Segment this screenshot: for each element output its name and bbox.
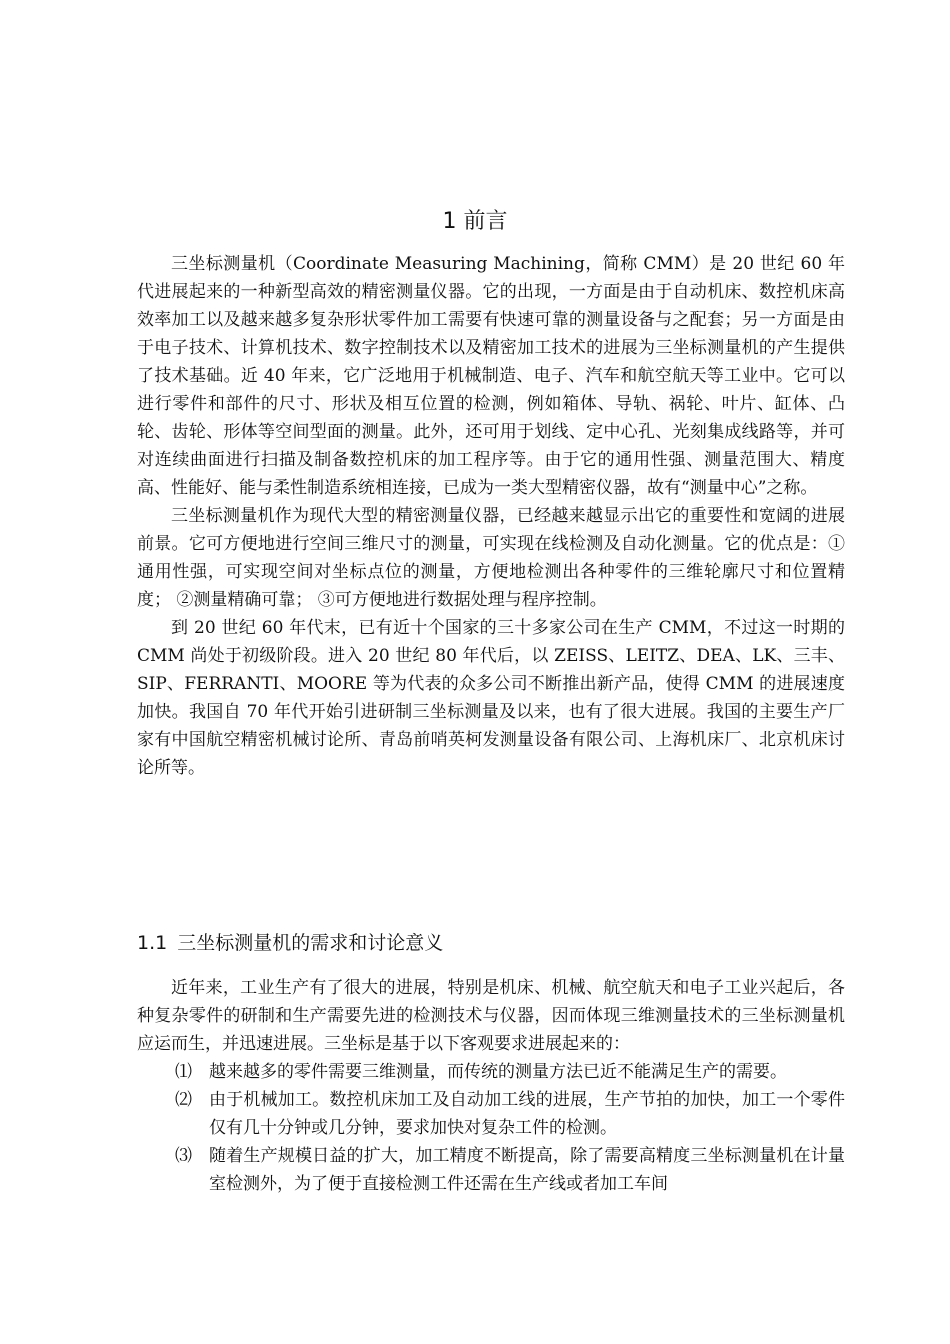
section-body [137, 974, 845, 1198]
list-marker: ⑵ [175, 1090, 192, 1110]
section-heading [137, 930, 443, 956]
intro-paragraph: 到 20 世纪 60 年代末，已有近十个国家的三十多家公司在生产 CMM，不过这一时期的 CMM 尚处于初级阶段。进入 20 世纪 80 年代后，以 ZEISS、LEITZ、DEA、LK、三丰、SIP、FERRANTI、MOORE 等为代表的众多公司不断推出新产品，使得 CMM 的进展速度加快。我国自 70 年代开始引进研制三坐标测量及以来，也有了很大进展。我国的主要生产厂家有中国航空精密机械讨论所、青岛前哨英柯发测量设备有限公司、上海机床厂、北京机床讨论所等。 [137, 618, 845, 778]
section-paragraph: 近年来，工业生产有了很大的进展，特别是机床、机械、航空航天和电子工业兴起后，各种复杂零件的研制和生产需要先进的检测技术与仪器，因而体现三维测量技术的三坐标测量机应运而生，并迅速进展。三坐标是基于以下客观要求进展起来的： [137, 978, 845, 1054]
list-item-text: 由于机械加工。数控机床加工及自动加工线的进展，生产节拍的加快，加工一个零件仅有几十分钟或几分钟，要求加快对复杂工件的检测。 [209, 1090, 845, 1138]
list-item-text: 越来越多的零件需要三维测量，而传统的测量方法已近不能满足生产的需要。 [209, 1062, 787, 1082]
intro-paragraph: 三坐标测量机作为现代大型的精密测量仪器，已经越来越显示出它的重要性和宽阔的进展前景。它可方便地进行空间三维尺寸的测量，可实现在线检测及自动化测量。它的优点是：①通用性强，可实现空间对坐标点位的测量，方便地检测出各种零件的三维轮廓尺寸和位置精度； ②测量精确可靠； ③可方便地进行数据处理与程序控制。 [137, 506, 845, 610]
list-item [137, 1086, 845, 1142]
intro-body [137, 250, 845, 782]
requirement-list [137, 1058, 845, 1198]
list-marker: ⑴ [175, 1062, 192, 1082]
list-marker: ⑶ [175, 1146, 192, 1166]
list-item [137, 1058, 845, 1086]
section-number: 1.1 [137, 932, 168, 954]
list-item [137, 1142, 845, 1198]
intro-paragraph: 三坐标测量机（Coordinate Measuring Machining，简称 CMM）是 20 世纪 60 年代进展起来的一种新型高效的精密测量仪器。它的出现，一方面是由于自动机床、数控机床高效率加工以及越来越多复杂形状零件加工需要有快速可靠的测量设备与之配套；另一方面是由于电子技术、计算机技术、数字控制技术以及精密加工技术的进展为三坐标测量机的产生提供了技术基础。近 40 年来，它广泛地用于机械制造、电子、汽车和航空航天等工业中。它可以进行零件和部件的尺寸、形状及相互位置的检测，例如箱体、导轨、祸轮、叶片、缸体、凸轮、齿轮、形体等空间型面的测量。此外，还可用于划线、定中心孔、光刻集成线路等，并可对连续曲面进行扫描及制备数控机床的加工程序等。由于它的通用性强、测量范围大、精度高、性能好、能与柔性制造系统相连接，已成为一类大型精密仪器，故有“测量中心”之称。 [137, 254, 845, 498]
list-item-text: 随着生产规模日益的扩大，加工精度不断提高，除了需要高精度三坐标测量机在计量室检测外，为了便于直接检测工件还需在生产线或者加工车间 [209, 1146, 845, 1194]
section-title: 三坐标测量机的需求和讨论意义 [177, 932, 444, 954]
chapter-title: 1 前言 [442, 209, 508, 234]
